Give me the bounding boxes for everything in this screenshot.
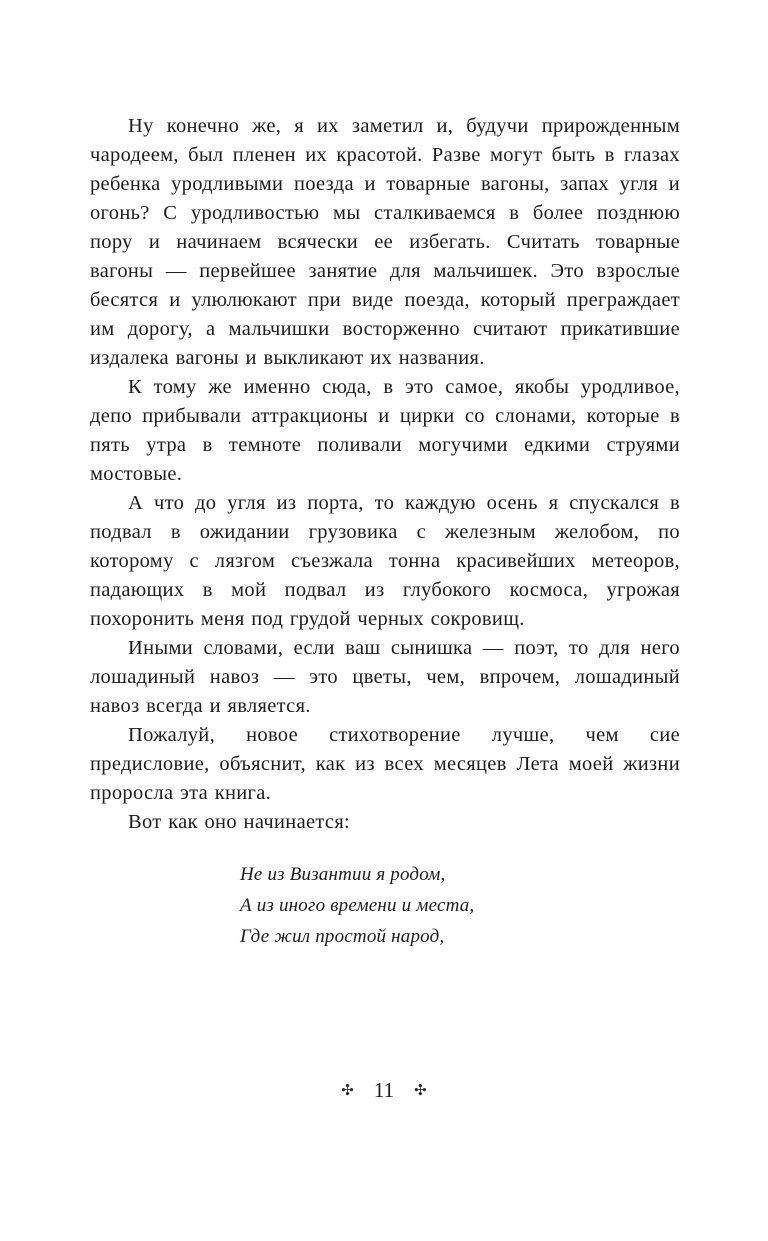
paragraph: К тому же именно сюда, в это самое, якобы уродливое, депо прибывали аттракционы и цирки со слонами, которые в пять утра в темноте поливали могучими едкими струями мостовые. [90,376,680,485]
poem-line: Где жил простой народ, [240,926,445,947]
paragraph: Вот как оно начинается: [128,811,351,833]
page-footer [0,1078,768,1102]
poem-line: А из иного времени и места, [240,895,475,916]
poem [240,859,680,952]
paragraph: Ну конечно же, я их заметил и, будучи прирожденным чародеем, был пленен их красотой. Разве могут быть в глазах ребенка уродливыми поезда и товарные вагоны, запах угля и огонь? С уродливостью мы сталкиваемся в более позднюю пору и начинаем всячески ее избегать. Считать товарные вагоны — первейшее занятие для мальчишек. Это взрослые бесятся и улюлюкают при виде поезда, который преграждает им дорогу, а мальчишки восторженно считают прикатившие издалека вагоны и выкликают их названия. [90,115,680,369]
fleuron-right-icon: ✣ [414,1081,427,1099]
page-number: 11 [373,1078,395,1102]
paragraph: Пожалуй, новое стихотворение лучше, чем сие предисловие, объяснит, как из всех месяцев Лета моей жизни проросла эта книга. [90,724,680,804]
paragraph: А что до угля из порта, то каждую осень я спускался в подвал в ожидании грузовика с железным желобом, по которому с лязгом съезжала тонна красивейших метеоров, падающих в мой подвал из глубокого космоса, угрожая похоронить меня под грудой черных сокровищ. [90,492,680,630]
text-column [90,112,680,952]
fleuron-left-icon: ✣ [341,1081,354,1099]
paragraph: Иными словами, если ваш сынишка — поэт, то для него лошадиный навоз — это цветы, чем, впрочем, лошадиный навоз всегда и является. [90,637,680,717]
poem-line: Не из Византии я родом, [240,864,446,885]
